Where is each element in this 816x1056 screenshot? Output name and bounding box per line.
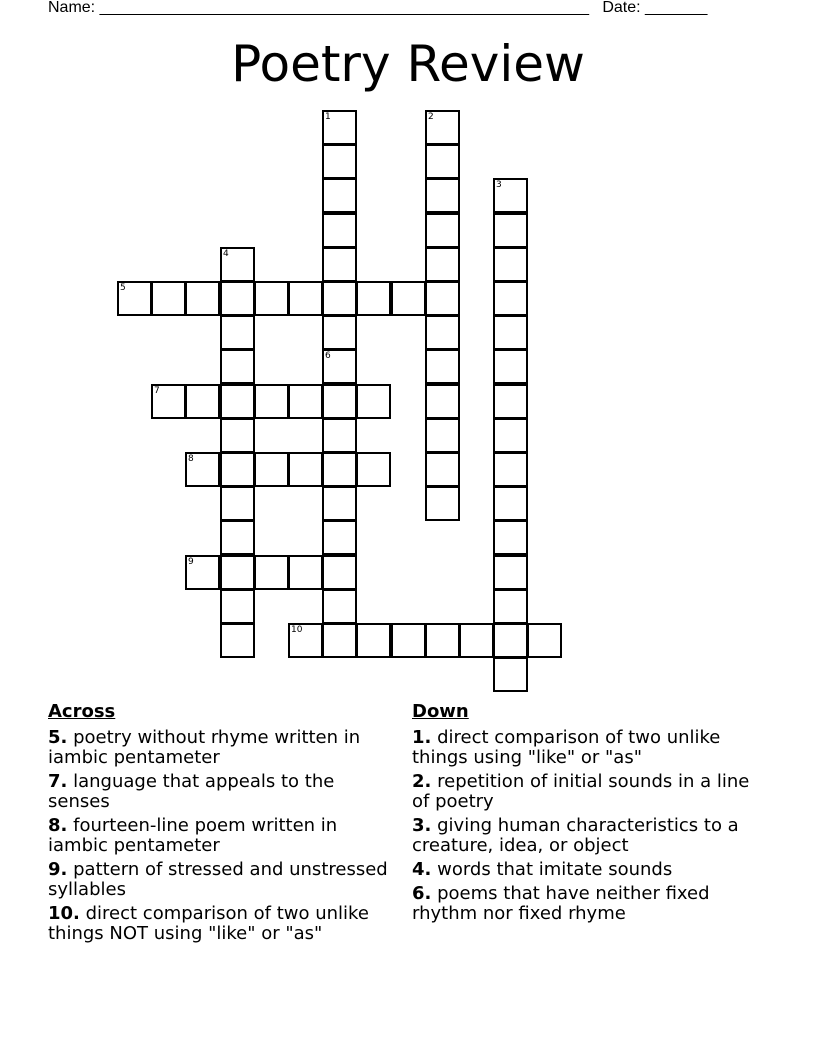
grid-cell[interactable]: [425, 384, 460, 419]
grid-cell[interactable]: [185, 281, 220, 316]
grid-cell[interactable]: [425, 144, 460, 179]
grid-cell[interactable]: [527, 623, 562, 658]
grid-cell[interactable]: [220, 520, 255, 555]
grid-cell[interactable]: [493, 315, 528, 350]
grid-cell[interactable]: [493, 486, 528, 521]
grid-cell[interactable]: [493, 178, 528, 213]
grid-cell[interactable]: [322, 247, 357, 282]
grid-cell[interactable]: [425, 281, 460, 316]
grid-cell[interactable]: [220, 384, 255, 419]
clue-text: direct comparison of two unlike things NOT using "like" or "as": [48, 903, 369, 944]
grid-cell[interactable]: [220, 623, 255, 658]
grid-cell[interactable]: [493, 657, 528, 692]
grid-cell[interactable]: [356, 623, 391, 658]
cell-number: 3: [496, 180, 502, 190]
grid-cell[interactable]: [425, 247, 460, 282]
clue-text: repetition of initial sounds in a line of poetry: [412, 771, 750, 812]
clue-down-6: [412, 884, 762, 924]
clue-number: 4.: [412, 859, 432, 880]
cell-number: 6: [325, 351, 331, 361]
clue-across-10: [48, 904, 398, 944]
page-title: Poetry Review: [231, 35, 585, 93]
grid-cell[interactable]: [493, 384, 528, 419]
grid-cell[interactable]: [493, 247, 528, 282]
grid-cell[interactable]: [425, 486, 460, 521]
clue-text: words that imitate sounds: [437, 859, 673, 880]
grid-cell[interactable]: [220, 555, 255, 590]
across-clues: [48, 700, 398, 944]
cell-number: 8: [188, 454, 194, 464]
clue-text: fourteen-line poem written in iambic pentameter: [48, 815, 338, 856]
grid-cell[interactable]: [220, 452, 255, 487]
grid-cell[interactable]: [220, 589, 255, 624]
date-label: Date:: [602, 0, 641, 16]
clue-text: direct comparison of two unlike things using "like" or "as": [412, 727, 721, 768]
grid-cell[interactable]: [322, 452, 357, 487]
clue-number: 6.: [412, 883, 432, 904]
grid-cell[interactable]: [425, 213, 460, 248]
clue-number: 3.: [412, 815, 432, 836]
grid-cell[interactable]: [151, 384, 186, 419]
grid-cell[interactable]: [356, 281, 391, 316]
clue-text: pattern of stressed and unstressed syllables: [48, 859, 388, 900]
grid-cell[interactable]: [220, 315, 255, 350]
grid-cell[interactable]: [288, 623, 323, 658]
grid-cell[interactable]: [493, 452, 528, 487]
grid-cell[interactable]: [254, 281, 289, 316]
grid-cell[interactable]: [322, 623, 357, 658]
clue-number: 5.: [48, 727, 68, 748]
grid-cell[interactable]: [425, 452, 460, 487]
grid-cell[interactable]: [322, 213, 357, 248]
grid-cell[interactable]: [185, 555, 220, 590]
grid-cell[interactable]: [391, 623, 426, 658]
grid-cell[interactable]: [493, 520, 528, 555]
grid-cell[interactable]: [356, 452, 391, 487]
date-blank[interactable]: _______: [645, 0, 708, 16]
grid-cell[interactable]: [493, 213, 528, 248]
clue-down-2: [412, 772, 762, 812]
grid-cell[interactable]: [220, 349, 255, 384]
grid-cell[interactable]: [254, 384, 289, 419]
grid-cell[interactable]: [322, 315, 357, 350]
cell-number: 10: [291, 625, 303, 635]
grid-cell[interactable]: [425, 315, 460, 350]
clue-across-8: [48, 816, 398, 856]
clue-number: 10.: [48, 903, 80, 924]
clue-across-7: [48, 772, 398, 812]
cell-number: 7: [154, 386, 160, 396]
name-blank[interactable]: _______________________________________________________: [99, 0, 589, 16]
grid-cell[interactable]: [425, 349, 460, 384]
grid-cell[interactable]: [493, 418, 528, 453]
grid-cell[interactable]: [493, 555, 528, 590]
clue-number: 1.: [412, 727, 432, 748]
grid-cell[interactable]: [185, 452, 220, 487]
clue-text: poems that have neither fixed rhythm nor fixed rhyme: [412, 883, 710, 924]
name-label: Name:: [48, 0, 96, 16]
clue-number: 2.: [412, 771, 432, 792]
grid-cell[interactable]: [493, 589, 528, 624]
grid-cell[interactable]: [220, 247, 255, 282]
grid-cell[interactable]: [322, 418, 357, 453]
grid-cell[interactable]: [322, 555, 357, 590]
clue-text: poetry without rhyme written in iambic pentameter: [48, 727, 361, 768]
grid-cell[interactable]: [322, 178, 357, 213]
grid-cell[interactable]: [493, 349, 528, 384]
cell-number: 1: [325, 112, 331, 122]
grid-cell[interactable]: [117, 281, 152, 316]
cell-number: 5: [120, 283, 126, 293]
cell-number: 4: [223, 249, 229, 259]
across-heading: Across: [48, 701, 116, 722]
cell-number: 2: [428, 112, 434, 122]
grid-cell[interactable]: [288, 281, 323, 316]
clue-text: giving human characteristics to a creature, idea, or object: [412, 815, 739, 856]
grid-cell[interactable]: [185, 384, 220, 419]
grid-cell[interactable]: [322, 486, 357, 521]
grid-cell[interactable]: [425, 110, 460, 145]
grid-cell[interactable]: [356, 384, 391, 419]
grid-cell[interactable]: [322, 384, 357, 419]
grid-cell[interactable]: [493, 623, 528, 658]
grid-cell[interactable]: [322, 110, 357, 145]
clue-down-1: [412, 728, 762, 768]
grid-cell[interactable]: [288, 452, 323, 487]
grid-cell[interactable]: [220, 281, 255, 316]
grid-cell[interactable]: [254, 555, 289, 590]
clue-across-9: [48, 860, 398, 900]
grid-cell[interactable]: [288, 555, 323, 590]
grid-cell[interactable]: [220, 418, 255, 453]
grid-cell[interactable]: [425, 178, 460, 213]
grid-cell[interactable]: [151, 281, 186, 316]
grid-cell[interactable]: [493, 281, 528, 316]
grid-cell[interactable]: [322, 144, 357, 179]
grid-cell[interactable]: [254, 452, 289, 487]
down-heading: Down: [412, 701, 469, 722]
clue-number: 9.: [48, 859, 68, 880]
clue-number: 7.: [48, 771, 68, 792]
clue-text: language that appeals to the senses: [48, 771, 335, 812]
grid-cell[interactable]: [425, 623, 460, 658]
grid-cell[interactable]: [220, 486, 255, 521]
cell-number: 9: [188, 557, 194, 567]
clue-across-5: [48, 728, 398, 768]
grid-cell[interactable]: [322, 349, 357, 384]
clue-down-3: [412, 816, 762, 856]
clue-number: 8.: [48, 815, 68, 836]
grid-cell[interactable]: [288, 384, 323, 419]
down-clues: [412, 700, 762, 924]
grid-cell[interactable]: [425, 418, 460, 453]
grid-cell[interactable]: [322, 281, 357, 316]
grid-cell[interactable]: [391, 281, 426, 316]
clue-down-4: [412, 860, 762, 880]
grid-cell[interactable]: [459, 623, 494, 658]
grid-cell[interactable]: [322, 589, 357, 624]
grid-cell[interactable]: [322, 520, 357, 555]
